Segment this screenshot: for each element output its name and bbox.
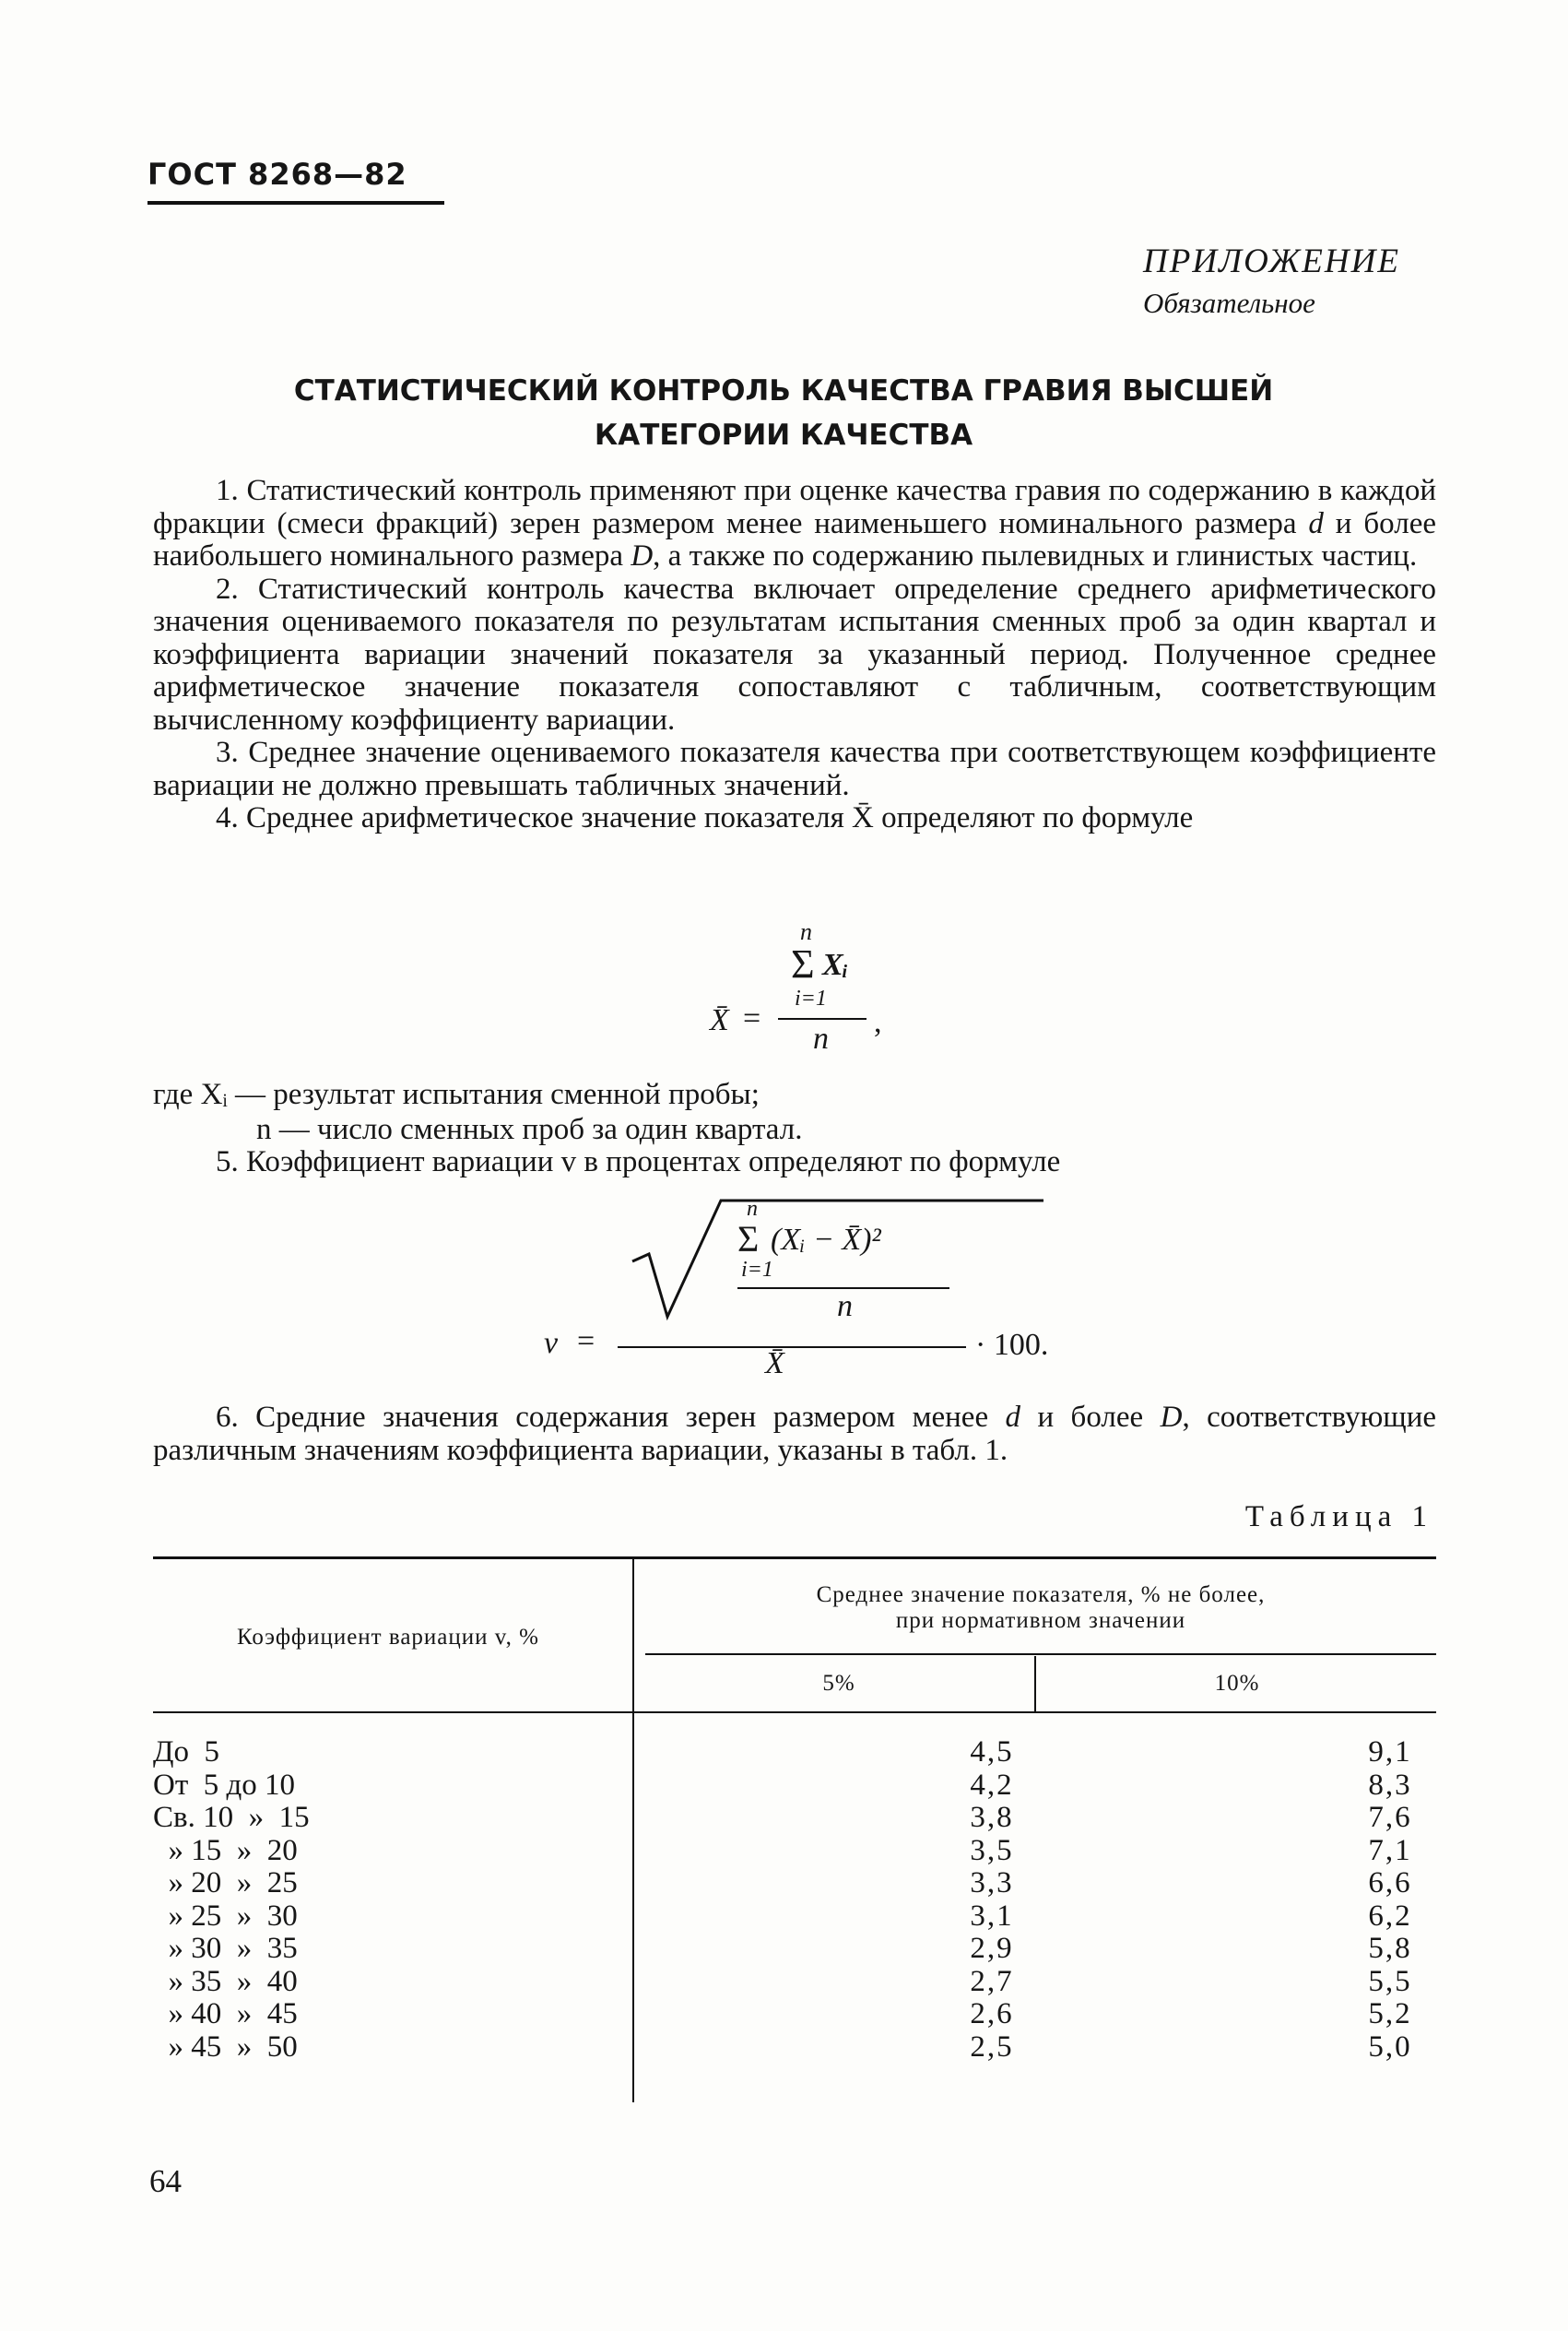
cell-range: » 45 » 50: [153, 2029, 298, 2064]
symbol-d: d: [1308, 506, 1324, 540]
cell-10: 7,6: [1368, 1801, 1412, 1834]
cell-range: » 35 » 40: [153, 1964, 298, 1998]
table-top-rule: [153, 1556, 1436, 1559]
paragraph-4: 4. Среднее арифметическое значение показателя X̄ определяют по формуле: [216, 801, 1194, 834]
table-label: Таблица 1: [1244, 1500, 1433, 1533]
appendix-label: ПРИЛОЖЕНИЕ: [1143, 243, 1400, 280]
cell-range: » 25 » 30: [153, 1899, 298, 1933]
section-title-line-2: КАТЕГОРИИ КАЧЕСТВА: [594, 419, 973, 452]
cell-5: 2,5: [970, 2029, 1014, 2064]
table-row: [153, 1933, 1436, 1966]
table-row: [153, 1802, 1436, 1835]
cell-10: 5,5: [1368, 1964, 1412, 1998]
symbol-D-2: D: [1160, 1401, 1183, 1434]
section-title: [184, 369, 1383, 457]
cell-10: 8,3: [1368, 1768, 1412, 1802]
table-row: [153, 2031, 1436, 2065]
table-subheader-rule: [645, 1653, 1436, 1655]
header-mean: [645, 1582, 1436, 1634]
appendix-block: [1143, 242, 1420, 320]
table-row: [153, 1736, 1436, 1769]
multiplier: · 100.: [975, 1328, 1049, 1362]
table-row: [153, 1998, 1436, 2031]
header-5-percent: 5%: [822, 1671, 855, 1696]
cell-5: 2,6: [970, 1997, 1014, 2030]
paragraph-6-text-b: и более: [1020, 1401, 1161, 1434]
paragraph-2: 2. Статистический контроль качества включает определение среднего арифметического значения оцениваемого показателя по результатам испытания сменных проб за один квартал и коэффициента вариации значений показателя за указанный период. Полученное среднее арифметическое значение показателя сопоставляют с табличным, соответствующим вычисленному коэффициенту вариации.: [153, 572, 1436, 737]
v-symbol: v: [544, 1326, 559, 1360]
cell-5: 3,3: [970, 1866, 1014, 1899]
sum2-term: (Xᵢ − X̄)²: [771, 1223, 881, 1257]
outer-denominator: X̄: [765, 1346, 784, 1380]
cell-range: » 20 » 25: [153, 1866, 298, 1899]
cell-10: 5,8: [1368, 1932, 1412, 1965]
paragraph-6-text-c: , соответствующие различным значениям коэффициента вариации, указаны в табл. 1.: [153, 1401, 1436, 1467]
paragraph-1-text-c: , а также по содержанию пылевидных и глинистых частиц.: [653, 539, 1418, 573]
cell-10: 9,1: [1368, 1735, 1412, 1769]
appendix-status: Обязательное: [1143, 287, 1315, 319]
cell-5: 3,8: [970, 1801, 1014, 1834]
paragraph-1: [153, 475, 1436, 574]
trailing-comma: ,: [874, 1005, 882, 1039]
document-code: ГОСТ 8268—82: [147, 157, 407, 192]
sum-lower-limit: i=1: [795, 987, 827, 1011]
header-mean-line-1: Среднее значение показателя, % не более,: [816, 1582, 1266, 1607]
cell-range: До 5: [153, 1735, 220, 1769]
paragraph-6-text-a: 6. Средние значения содержания зерен размером менее: [216, 1401, 1006, 1434]
cell-range: » 30 » 35: [153, 1932, 298, 1965]
sigma-symbol: Σ: [791, 941, 815, 987]
cell-range: » 15 » 20: [153, 1833, 298, 1867]
table-row: [153, 1835, 1436, 1868]
header-10-percent: 10%: [1214, 1671, 1260, 1696]
cell-5: 4,2: [970, 1768, 1014, 1802]
paragraph-1-text-b: и более наибольшего номинального размера: [153, 506, 1436, 573]
cell-10: 7,1: [1368, 1833, 1412, 1867]
table-row: [153, 1966, 1436, 1999]
formula-legend: [153, 1077, 802, 1147]
inner-denominator: n: [837, 1289, 853, 1323]
cell-5: 3,1: [970, 1899, 1014, 1933]
header-variation: Коэффициент вариации v, %: [237, 1625, 539, 1650]
equals-sign: =: [743, 1001, 761, 1035]
variation-formula: [544, 1199, 1079, 1383]
cell-5: 4,5: [970, 1735, 1014, 1769]
equals-sign-2: =: [577, 1324, 595, 1358]
mean-formula: [710, 918, 949, 1056]
sum2-lower-limit: i=1: [741, 1258, 773, 1282]
sum2-upper-limit: n: [747, 1197, 758, 1221]
table-body: [153, 1736, 1436, 2064]
cell-10: 6,6: [1368, 1866, 1412, 1899]
paragraph-3: 3. Среднее значение оцениваемого показателя качества при соответствующем коэффициенте вариации не должно превышать табличных значений.: [153, 736, 1436, 802]
cell-10: 6,2: [1368, 1899, 1412, 1933]
symbol-d-2: d: [1005, 1401, 1021, 1434]
body-text: [153, 475, 1436, 835]
paragraph-1-text-a: 1. Статистический контроль применяют при оценке качества гравия по содержанию в каждой фракции (смеси фракций) зерен размером менее наименьшего номинального размера: [153, 474, 1436, 540]
legend-n: n — число сменных проб за один квартал.: [256, 1113, 803, 1146]
cell-10: 5,2: [1368, 1997, 1412, 2030]
cell-5: 2,7: [970, 1964, 1014, 1998]
cell-range: От 5 до 10: [153, 1768, 296, 1802]
paragraph-6: [153, 1401, 1436, 1467]
table-subcolumn-divider: [1034, 1656, 1036, 1711]
section-title-line-1: СТАТИСТИЧЕСКИЙ КОНТРОЛЬ КАЧЕСТВА ГРАВИЯ ВЫСШЕЙ: [293, 374, 1274, 408]
sum-term: Xᵢ: [822, 948, 849, 982]
header-rule: [147, 201, 444, 205]
sigma-symbol-2: Σ: [737, 1218, 760, 1260]
cell-range: » 40 » 45: [153, 1997, 298, 2030]
sum-upper-limit: n: [800, 918, 812, 945]
fraction-bar: [778, 1018, 867, 1020]
table-header-rule: [153, 1711, 1436, 1713]
cell-5: 3,5: [970, 1833, 1014, 1867]
header-mean-line-2: при нормативном значении: [895, 1608, 1186, 1633]
cell-5: 2,9: [970, 1932, 1014, 1965]
symbol-D: D: [631, 539, 654, 573]
outer-fraction-bar: [618, 1346, 966, 1348]
table-row: [153, 1867, 1436, 1900]
table-row: [153, 1769, 1436, 1803]
mean-symbol: X̄: [710, 1003, 729, 1037]
page-number: 64: [149, 2163, 182, 2199]
cell-10: 5,0: [1368, 2029, 1412, 2064]
denominator: n: [813, 1022, 829, 1056]
table-row: [153, 1900, 1436, 1934]
cell-range: Св. 10 » 15: [153, 1801, 310, 1834]
paragraph-5: 5. Коэффициент вариации v в процентах определяют по формуле: [216, 1145, 1061, 1178]
legend-xi: где Xᵢ — результат испытания сменной пробы;: [153, 1078, 760, 1111]
